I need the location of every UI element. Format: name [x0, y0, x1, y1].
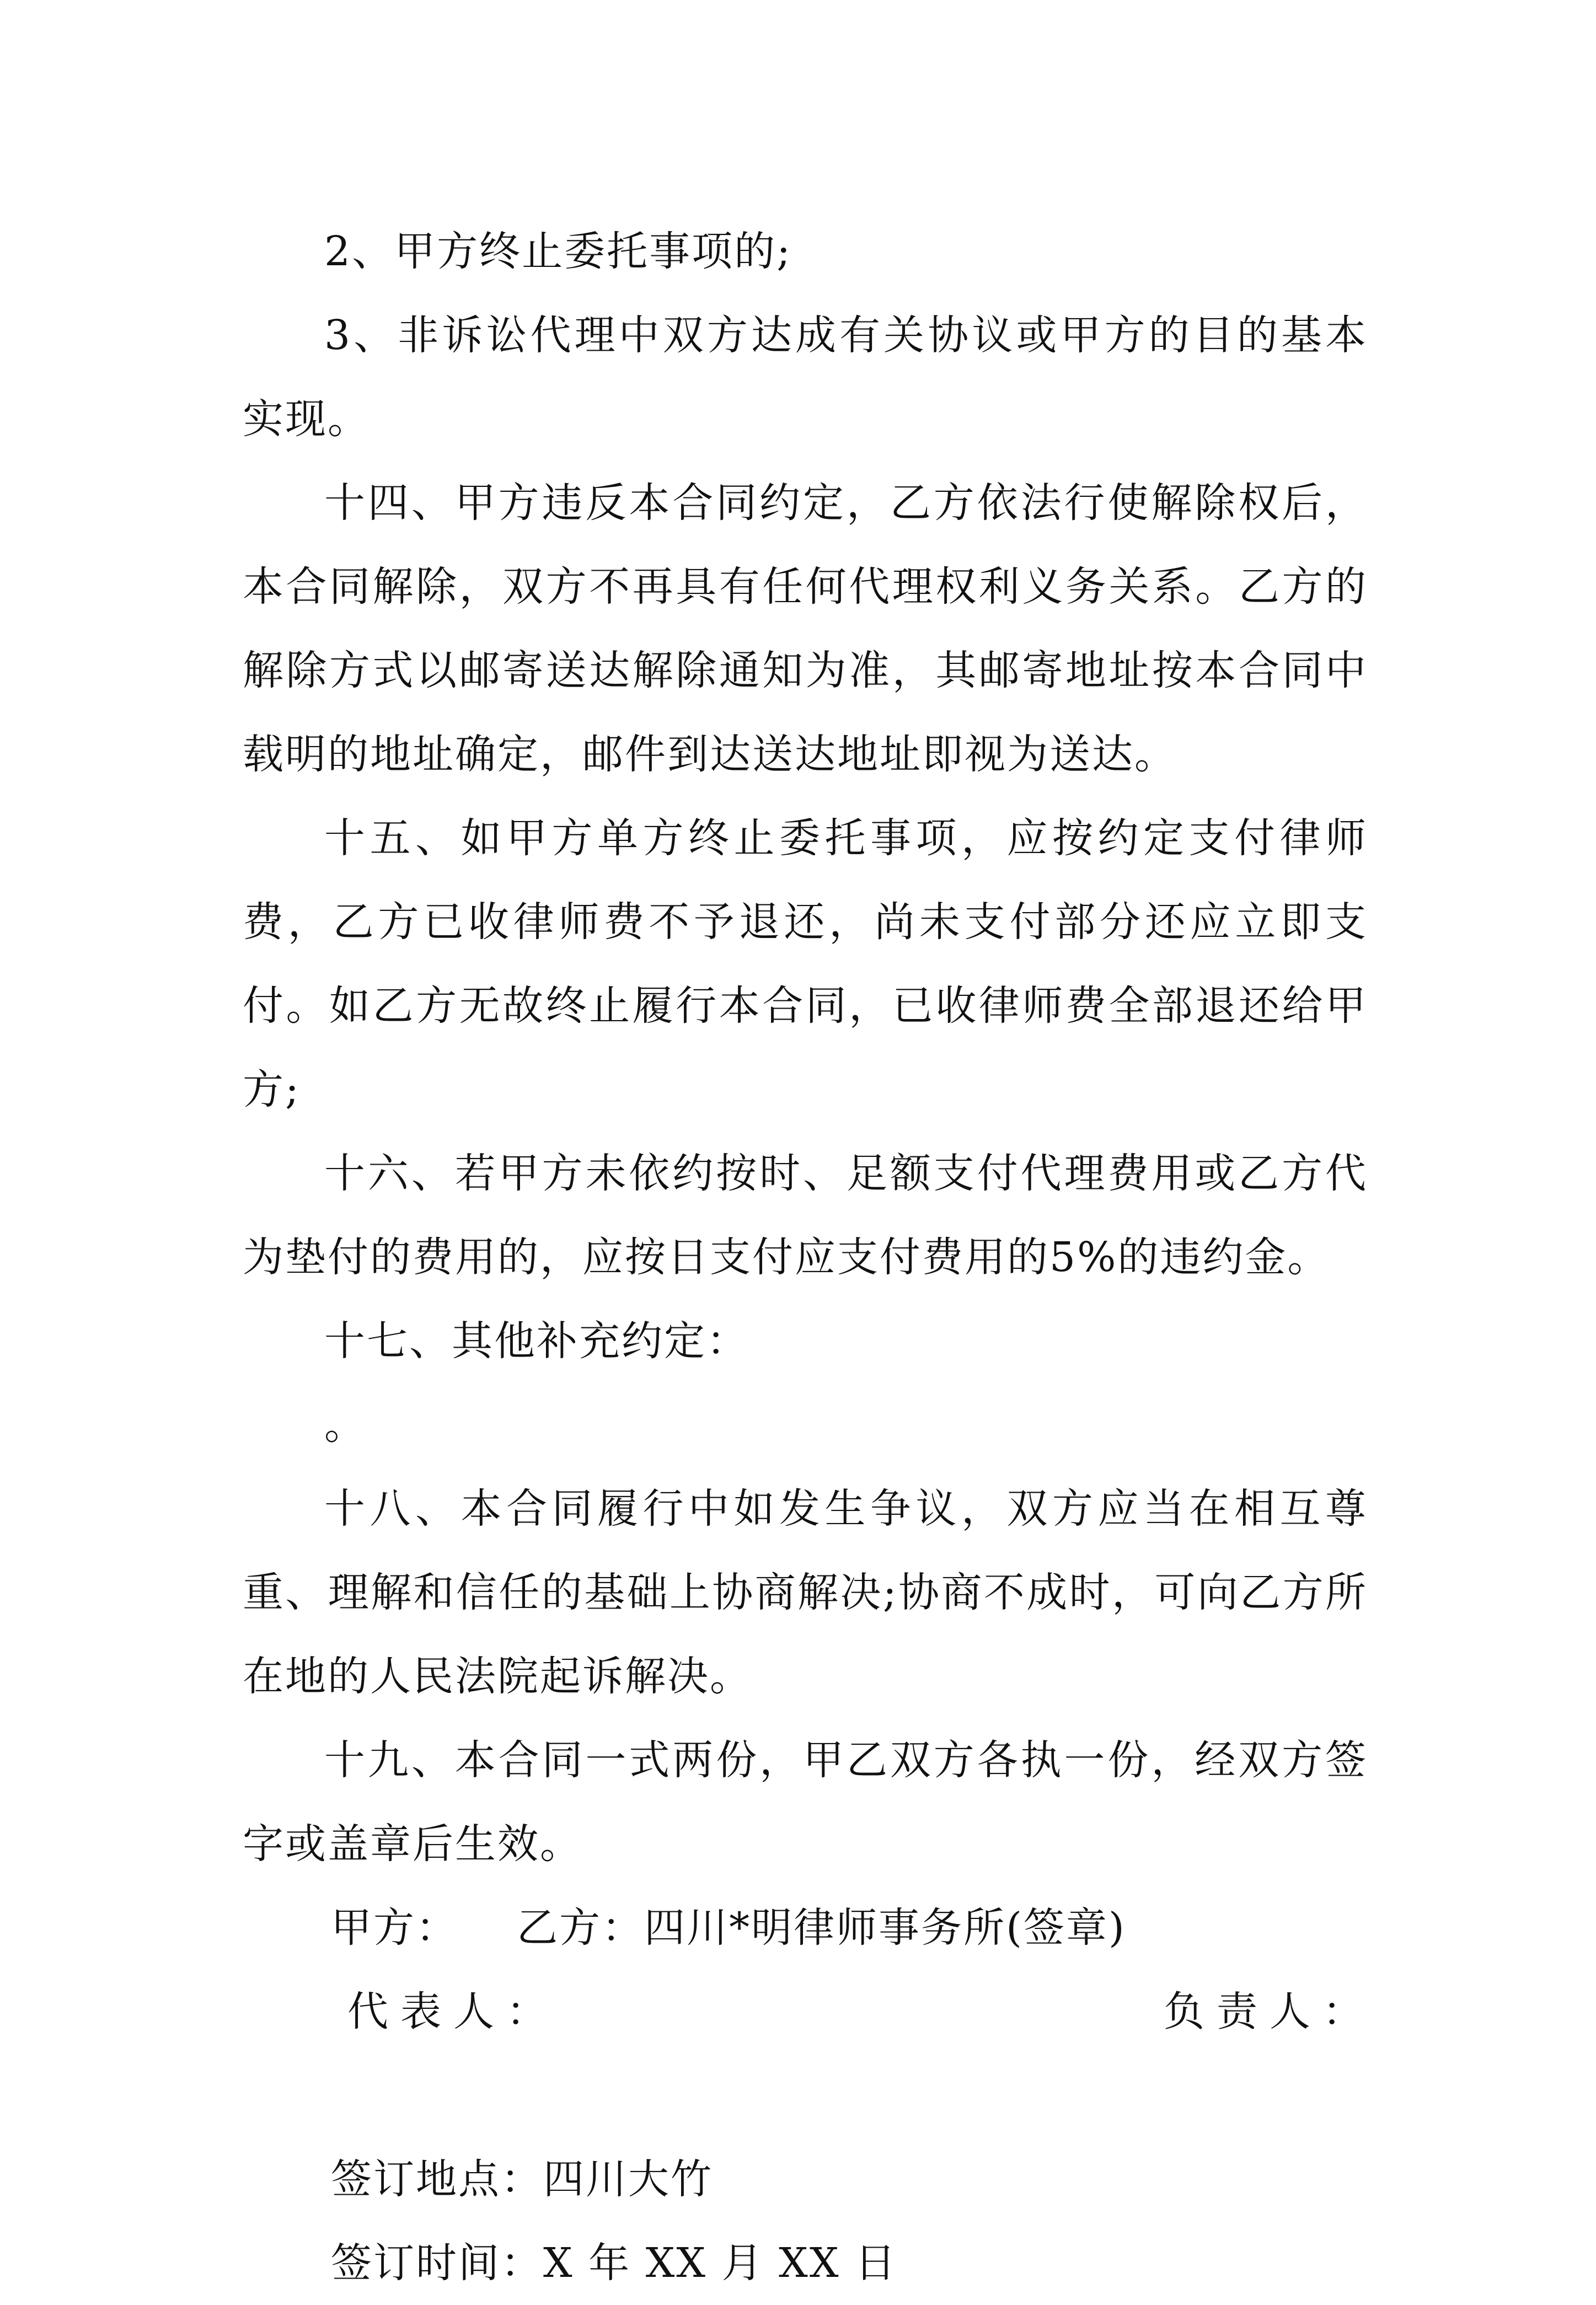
clause-17-content: 。 [324, 1401, 367, 1449]
parties-line: 甲方： 乙方：四川*明律师事务所(签章) [331, 1904, 1126, 1952]
clause-17: 十七、其他补充约定： [324, 1317, 749, 1365]
clause-item-3: 3、非诉讼代理中双方达成有关协议或甲方的目的基本实现。 [243, 312, 1368, 443]
clause-15: 十五、如甲方单方终止委托事项，应按约定支付律师费，乙方已收律师费不予退还，尚未支付部分还应立即支付。如乙方无故终止履行本合同，已收律师费全部退还给甲方; [243, 814, 1368, 1113]
clause-18: 十八、本合同履行中如发生争议，双方应当在相互尊重、理解和信任的基础上协商解决;协商不成时，可向乙方所在地的人民法院起诉解决。 [243, 1485, 1368, 1700]
sign-place: 签订地点：四川大竹 [331, 2156, 713, 2203]
clause-14: 十四、甲方违反本合同约定，乙方依法行使解除权后，本合同解除，双方不再具有任何代理权利义务关系。乙方的解除方式以邮寄送达解除通知为准，其邮寄地址按本合同中载明的地址确定，邮件到达送达地址即视为送达。 [243, 479, 1368, 778]
signature-row [243, 1970, 1375, 2054]
document-body [243, 210, 1375, 2305]
representative-label: 代表人： [347, 1988, 559, 2035]
clause-16: 十六、若甲方未依约按时、足额支付代理费用或乙方代为垫付的费用的，应按日支付应支付费用的5%的违约金。 [243, 1150, 1368, 1281]
responsible-label: 负责人： [1164, 1988, 1375, 2035]
clause-19: 十九、本合同一式两份，甲乙双方各执一份，经双方签字或盖章后生效。 [243, 1736, 1368, 1868]
clause-item-2: 2、甲方终止委托事项的; [324, 228, 792, 275]
sign-time: 签订时间：X 年 XX 月 XX 日 [331, 2239, 898, 2287]
spacer [243, 2054, 1368, 2137]
